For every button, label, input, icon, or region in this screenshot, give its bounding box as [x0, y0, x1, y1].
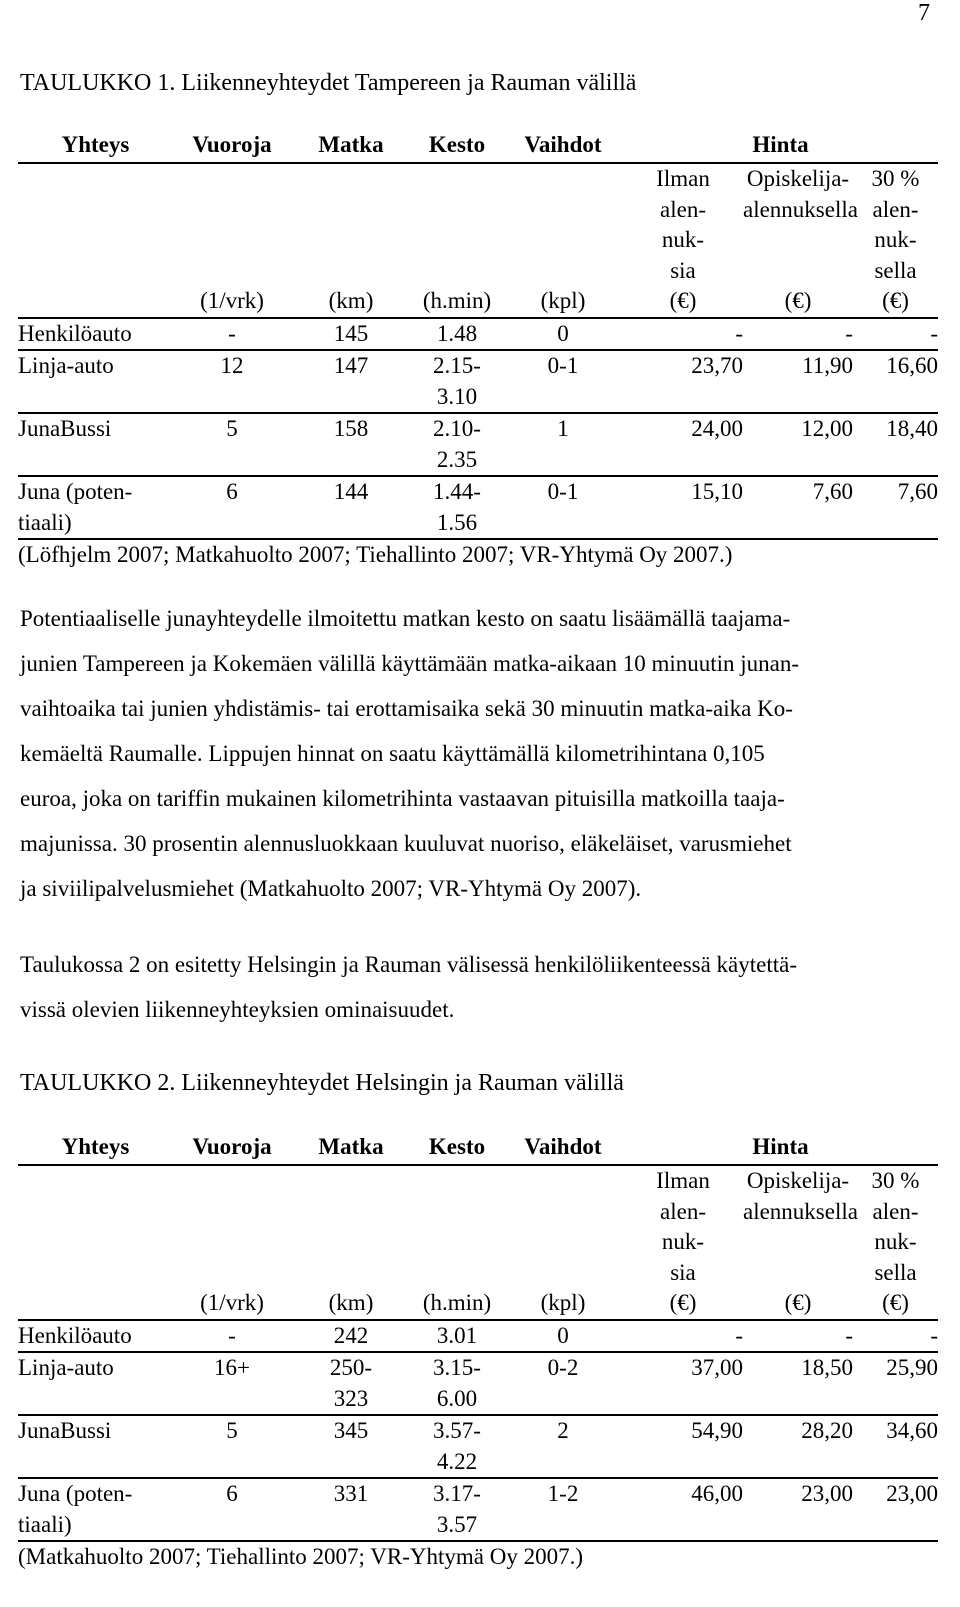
paragraph-2	[20, 942, 920, 1032]
row-opiskelija: 12,00	[743, 413, 853, 476]
empty-cell	[18, 1288, 173, 1320]
table1-caption: TAULUKKO 1. Liikenneyhteydet Tampereen ja Rauman välillä	[20, 70, 637, 96]
header-vaihdot: Vaihdot	[503, 1130, 623, 1165]
row-kesto: 3.17- 3.57	[411, 1478, 503, 1541]
unit-cell: (€)	[623, 1288, 743, 1320]
header-vaihdot: Vaihdot	[503, 128, 623, 163]
row-vuoroja: 5	[173, 413, 291, 476]
row-matka: 242	[291, 1320, 411, 1353]
row-opiskelija: 7,60	[743, 476, 853, 539]
row-30: 23,00	[853, 1478, 938, 1541]
row-name: Henkilöauto	[18, 1320, 173, 1353]
row-30: -	[853, 1320, 938, 1353]
unit-cell: (1/vrk)	[173, 286, 291, 318]
row-vuoroja: 6	[173, 1478, 291, 1541]
unit-cell: (€)	[853, 1288, 938, 1320]
header-vuoroja: Vuoroja	[173, 128, 291, 163]
empty-cell	[18, 1165, 173, 1288]
empty-cell	[173, 163, 291, 286]
unit-cell: (h.min)	[411, 1288, 503, 1320]
text-line: vissä olevien liikenneyhteyksien ominaisuudet.	[20, 997, 455, 1022]
empty-cell	[411, 163, 503, 286]
row-ilman: -	[623, 1320, 743, 1353]
row-matka: 145	[291, 318, 411, 351]
row-ilman: 46,00	[623, 1478, 743, 1541]
row-vaihdot: 1	[503, 413, 623, 476]
subheader-ilman-alennuksia: Ilman alen- nuk- sia	[656, 1168, 710, 1285]
subheader-ilman-alennuksia: Ilman alen- nuk- sia	[656, 166, 710, 283]
text-line: Potentiaaliselle junayhteydelle ilmoitettu matkan kesto on saatu lisäämällä taajama-	[20, 606, 791, 631]
row-opiskelija: 11,90	[743, 350, 853, 413]
row-vuoroja: 16+	[173, 1352, 291, 1415]
row-ilman: 54,90	[623, 1415, 743, 1478]
row-opiskelija: 18,50	[743, 1352, 853, 1415]
subheader-opiskelija: Opiskelija- alennuksella	[743, 1168, 858, 1224]
row-vuoroja: -	[173, 318, 291, 351]
row-matka: 147	[291, 350, 411, 413]
row-kesto: 2.10- 2.35	[411, 413, 503, 476]
header-yhteys: Yhteys	[18, 1130, 173, 1165]
empty-cell	[18, 163, 173, 286]
unit-cell: (kpl)	[503, 286, 623, 318]
unit-cell: (h.min)	[411, 286, 503, 318]
empty-cell	[18, 286, 173, 318]
unit-cell: (€)	[623, 286, 743, 318]
header-hinta: Hinta	[623, 1130, 938, 1165]
row-vaihdot: 0	[503, 318, 623, 351]
row-30: -	[853, 318, 938, 351]
row-ilman: 24,00	[623, 413, 743, 476]
row-kesto: 3.01	[411, 1320, 503, 1353]
row-vaihdot: 0-1	[503, 350, 623, 413]
row-name: Juna (poten- tiaali)	[18, 476, 173, 539]
row-matka: 331	[291, 1478, 411, 1541]
table2-caption: TAULUKKO 2. Liikenneyhteydet Helsingin ja Rauman välillä	[20, 1070, 624, 1096]
row-name: Henkilöauto	[18, 318, 173, 351]
text-line: ja siviilipalvelusmiehet (Matkahuolto 2007; VR-Yhtymä Oy 2007).	[20, 876, 642, 901]
row-vuoroja: 6	[173, 476, 291, 539]
unit-cell: (km)	[291, 286, 411, 318]
table-source: (Matkahuolto 2007; Tiehallinto 2007; VR-Yhtymä Oy 2007.)	[18, 1544, 583, 1569]
row-vaihdot: 1-2	[503, 1478, 623, 1541]
unit-cell: (km)	[291, 1288, 411, 1320]
empty-cell	[503, 163, 623, 286]
table2	[18, 1130, 938, 1573]
subheader-30-alennus: 30 % alen- nuk- sella	[871, 166, 920, 283]
header-matka: Matka	[291, 128, 411, 163]
empty-cell	[503, 1165, 623, 1288]
unit-cell: (€)	[853, 286, 938, 318]
row-ilman: 37,00	[623, 1352, 743, 1415]
text-line: junien Tampereen ja Kokemäen välillä käyttämään matka-aikaan 10 minuutin junan-	[20, 651, 800, 676]
row-kesto: 2.15- 3.10	[411, 350, 503, 413]
row-vaihdot: 2	[503, 1415, 623, 1478]
header-hinta: Hinta	[623, 128, 938, 163]
unit-cell: (€)	[743, 1288, 853, 1320]
row-30: 16,60	[853, 350, 938, 413]
row-name: Juna (poten- tiaali)	[18, 1478, 173, 1541]
text-line: euroa, joka on tariffin mukainen kilometrihinta vastaavan pituisilla matkoilla taaja-	[20, 786, 785, 811]
row-opiskelija: 28,20	[743, 1415, 853, 1478]
row-vuoroja: 12	[173, 350, 291, 413]
row-name: Linja-auto	[18, 350, 173, 413]
row-kesto: 1.48	[411, 318, 503, 351]
unit-cell: (1/vrk)	[173, 1288, 291, 1320]
row-vuoroja: -	[173, 1320, 291, 1353]
row-kesto: 3.15- 6.00	[411, 1352, 503, 1415]
row-ilman: 23,70	[623, 350, 743, 413]
row-ilman: -	[623, 318, 743, 351]
subheader-30-alennus: 30 % alen- nuk- sella	[871, 1168, 920, 1285]
table-source: (Löfhjelm 2007; Matkahuolto 2007; Tiehallinto 2007; VR-Yhtymä Oy 2007.)	[18, 542, 733, 567]
row-30: 18,40	[853, 413, 938, 476]
header-vuoroja: Vuoroja	[173, 1130, 291, 1165]
text-line: majunissa. 30 prosentin alennusluokkaan kuuluvat nuoriso, eläkeläiset, varusmiehet	[20, 831, 792, 856]
row-opiskelija: -	[743, 318, 853, 351]
row-30: 25,90	[853, 1352, 938, 1415]
text-line: kemäeltä Raumalle. Lippujen hinnat on saatu käyttämällä kilometrihintana 0,105	[20, 741, 765, 766]
empty-cell	[173, 1165, 291, 1288]
text-line: Taulukossa 2 on esitetty Helsingin ja Rauman välisessä henkilöliikenteessä käytettä-	[20, 952, 798, 977]
row-name: JunaBussi	[18, 1415, 173, 1478]
row-matka: 144	[291, 476, 411, 539]
row-matka: 250- 323	[291, 1352, 411, 1415]
row-name: JunaBussi	[18, 413, 173, 476]
page-number: 7	[918, 0, 930, 26]
row-vaihdot: 0-1	[503, 476, 623, 539]
row-30: 7,60	[853, 476, 938, 539]
unit-cell: (kpl)	[503, 1288, 623, 1320]
empty-cell	[411, 1165, 503, 1288]
empty-cell	[291, 1165, 411, 1288]
subheader-opiskelija: Opiskelija- alennuksella	[743, 166, 858, 222]
empty-cell	[291, 163, 411, 286]
paragraph-1	[20, 596, 920, 911]
unit-cell: (€)	[743, 286, 853, 318]
row-opiskelija: 23,00	[743, 1478, 853, 1541]
row-30: 34,60	[853, 1415, 938, 1478]
row-vuoroja: 5	[173, 1415, 291, 1478]
header-yhteys: Yhteys	[18, 128, 173, 163]
row-ilman: 15,10	[623, 476, 743, 539]
table1	[18, 128, 938, 571]
text-line: vaihtoaika tai junien yhdistämis- tai erottamisaika sekä 30 minuutin matka-aika Ko-	[20, 696, 793, 721]
row-vaihdot: 0-2	[503, 1352, 623, 1415]
row-matka: 158	[291, 413, 411, 476]
header-kesto: Kesto	[411, 128, 503, 163]
row-kesto: 1.44- 1.56	[411, 476, 503, 539]
header-matka: Matka	[291, 1130, 411, 1165]
row-matka: 345	[291, 1415, 411, 1478]
row-opiskelija: -	[743, 1320, 853, 1353]
row-name: Linja-auto	[18, 1352, 173, 1415]
row-vaihdot: 0	[503, 1320, 623, 1353]
row-kesto: 3.57- 4.22	[411, 1415, 503, 1478]
header-kesto: Kesto	[411, 1130, 503, 1165]
